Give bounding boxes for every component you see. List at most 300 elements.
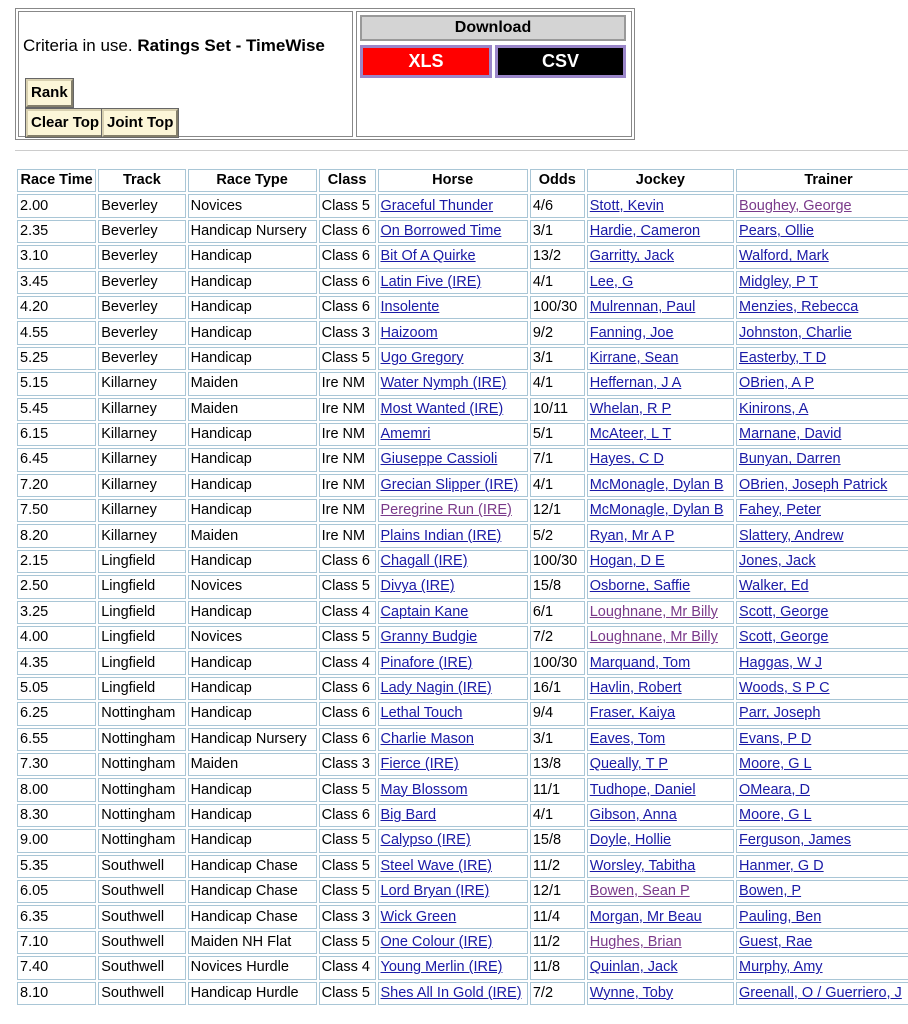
cell-odds: 4/1 [530,271,585,294]
cell-odds: 3/1 [530,220,585,243]
jockey-link[interactable]: Hardie, Cameron [589,222,701,239]
cell-race-type: Handicap [188,474,317,497]
header-trainer[interactable]: Trainer [736,169,908,192]
trainer-link[interactable]: Fahey, Peter [739,502,821,519]
cell-jockey [587,448,734,471]
trainer-link[interactable]: Walker, Ed [739,578,809,595]
cell-track: Killarney [98,474,185,497]
cell-horse [378,753,528,776]
cell-odds: 100/30 [530,296,585,319]
cell-track: Beverley [98,220,185,243]
horse-link[interactable]: One Colour (IRE) [380,933,493,950]
horse-link[interactable]: Lethal Touch [380,705,463,722]
cell-race-type: Handicap [188,448,317,471]
jockey-link[interactable]: Garritty, Jack [589,248,675,265]
trainer-link[interactable]: Johnston, Charlie [739,324,852,341]
cell-class: Ire NM [319,448,376,471]
cell-race-type: Novices Hurdle [188,956,317,979]
cell-jockey [587,575,734,598]
cell-horse [378,702,528,725]
cell-race-type: Handicap [188,347,317,370]
cell-jockey [587,702,734,725]
cell-jockey [587,677,734,700]
trainer-link[interactable]: Pauling, Ben [739,908,822,925]
cell-odds: 11/2 [530,931,585,954]
cell-horse [378,931,528,954]
horse-link[interactable]: Graceful Thunder [380,197,494,214]
jockey-link[interactable]: Quinlan, Jack [589,959,678,976]
table-row [17,804,908,827]
trainer-link[interactable]: Easterby, T D [739,349,827,366]
cell-trainer [736,880,908,903]
header-jockey[interactable]: Jockey [587,169,734,192]
cell-class: Ire NM [319,499,376,522]
cell-track: Beverley [98,296,185,319]
cell-odds: 12/1 [530,880,585,903]
cell-race-type: Handicap Chase [188,905,317,928]
horse-link[interactable]: Most Wanted (IRE) [380,400,504,417]
jockey-link[interactable]: Whelan, R P [589,400,672,417]
cell-class: Class 6 [319,245,376,268]
jockey-link[interactable]: Loughnane, Mr Billy [589,603,718,620]
rank-button[interactable]: Rank [26,79,73,107]
trainer-link[interactable]: OBrien, A P [739,375,814,392]
horse-link[interactable]: Granny Budgie [380,629,478,646]
jockey-link[interactable]: McAteer, L T [589,426,672,443]
table-row [17,778,908,801]
joint-top-button[interactable]: Joint Top [102,109,178,137]
cell-trainer [736,474,908,497]
cell-race-time: 5.45 [17,398,96,421]
cell-race-time: 8.10 [17,982,96,1005]
horse-link[interactable]: Haizoom [380,324,438,341]
cell-jockey [587,321,734,344]
cell-track: Nottingham [98,778,185,801]
cell-trainer [736,931,908,954]
trainer-link[interactable]: OMeara, D [739,781,810,798]
horse-link[interactable]: Young Merlin (IRE) [380,959,503,976]
horse-link[interactable]: Plains Indian (IRE) [380,527,502,544]
jockey-link[interactable]: Bowen, Sean P [589,883,690,900]
trainer-link[interactable]: Ferguson, James [739,832,852,849]
header-track[interactable]: Track [98,169,185,192]
cell-odds: 5/2 [530,524,585,547]
cell-race-time: 7.50 [17,499,96,522]
cell-race-time: 7.40 [17,956,96,979]
table-row [17,524,908,547]
cell-track: Beverley [98,347,185,370]
cell-track: Nottingham [98,804,185,827]
cell-race-time: 4.55 [17,321,96,344]
cell-trainer [736,271,908,294]
cell-odds: 9/4 [530,702,585,725]
cell-horse [378,956,528,979]
cell-track: Killarney [98,398,185,421]
cell-race-type: Handicap [188,499,317,522]
cell-jockey [587,245,734,268]
jockey-link[interactable]: Heffernan, J A [589,375,682,392]
cell-trainer [736,220,908,243]
cell-horse [378,626,528,649]
cell-horse [378,448,528,471]
jockey-link[interactable]: Hughes, Brian [589,933,682,950]
cell-jockey [587,474,734,497]
cell-trainer [736,347,908,370]
trainer-link[interactable]: Pears, Ollie [739,222,814,239]
cell-race-type: Handicap [188,271,317,294]
cell-jockey [587,880,734,903]
criteria-prefix: Criteria in use. [23,36,133,55]
cell-trainer [736,855,908,878]
jockey-link[interactable]: Queally, T P [589,756,668,773]
cell-race-time: 8.20 [17,524,96,547]
cell-track: Lingfield [98,601,185,624]
jockey-link[interactable]: Lee, G [589,273,634,290]
trainer-link[interactable]: Woods, S P C [739,680,830,696]
cell-odds: 13/8 [530,753,585,776]
table-row [17,575,908,598]
cell-race-type: Maiden NH Flat [188,931,317,954]
jockey-link[interactable]: Ryan, Mr A P [589,527,675,544]
cell-class: Class 4 [319,651,376,674]
horse-link[interactable]: Lord Bryan (IRE) [380,883,490,900]
cell-odds: 4/1 [530,474,585,497]
trainer-link[interactable]: Murphy, Amy [739,959,823,976]
trainer-link[interactable]: Slattery, Andrew [739,527,844,544]
table-row [17,550,908,573]
horse-link[interactable]: Calypso (IRE) [380,832,471,849]
cell-race-time: 5.15 [17,372,96,395]
jockey-link[interactable]: Worsley, Tabitha [589,857,696,874]
cell-race-time: 6.35 [17,905,96,928]
cell-class: Ire NM [319,423,376,446]
horse-link[interactable]: Wick Green [380,908,457,925]
horse-link[interactable]: Captain Kane [380,603,469,620]
cell-class: Class 3 [319,321,376,344]
trainer-link[interactable]: Haggas, W J [739,654,823,671]
cell-track: Killarney [98,423,185,446]
jockey-link[interactable]: Havlin, Robert [589,680,682,696]
jockey-link[interactable]: Eaves, Tom [589,730,666,747]
cell-class: Class 6 [319,677,376,700]
cell-trainer [736,753,908,776]
cell-jockey [587,778,734,801]
cell-race-type: Handicap [188,550,317,573]
cell-jockey [587,398,734,421]
cell-race-time: 8.30 [17,804,96,827]
cell-odds: 15/8 [530,575,585,598]
cell-horse [378,372,528,395]
jockey-link[interactable]: Wynne, Toby [589,984,674,1001]
horse-link[interactable]: Charlie Mason [380,730,474,747]
cell-race-time: 2.00 [17,194,96,217]
cell-race-type: Handicap Hurdle [188,982,317,1005]
cell-class: Class 6 [319,220,376,243]
cell-class: Class 3 [319,905,376,928]
trainer-link[interactable]: Guest, Rae [739,933,813,950]
cell-class: Class 5 [319,347,376,370]
horse-link[interactable]: Giuseppe Cassioli [380,451,498,468]
cell-race-time: 5.05 [17,677,96,700]
trainer-link[interactable]: Boughey, George [739,197,852,214]
cell-trainer [736,651,908,674]
cell-trainer [736,372,908,395]
trainer-link[interactable]: Marnane, David [739,426,842,443]
cell-horse [378,398,528,421]
header-race-type[interactable]: Race Type [188,169,317,192]
table-row [17,347,908,370]
cell-horse [378,423,528,446]
table-row [17,931,908,954]
jockey-link[interactable]: Fraser, Kaiya [589,705,676,722]
cell-class: Class 6 [319,550,376,573]
cell-odds: 9/2 [530,321,585,344]
horse-link[interactable]: Grecian Slipper (IRE) [380,476,519,493]
trainer-link[interactable]: Walford, Mark [739,248,829,265]
cell-track: Lingfield [98,550,185,573]
horse-link[interactable]: Amemri [380,426,431,443]
cell-race-type: Handicap [188,677,317,700]
cell-class: Class 5 [319,982,376,1005]
cell-trainer [736,956,908,979]
cell-race-time: 2.50 [17,575,96,598]
cell-trainer [736,499,908,522]
jockey-link[interactable]: McMonagle, Dylan B [589,476,724,493]
jockey-link[interactable]: Stott, Kevin [589,197,664,214]
cell-race-time: 6.15 [17,423,96,446]
xls-download-button[interactable]: XLS [360,45,492,78]
cell-trainer [736,702,908,725]
trainer-link[interactable]: Parr, Joseph [739,705,821,722]
cell-odds: 4/6 [530,194,585,217]
cell-trainer [736,601,908,624]
cell-horse [378,829,528,852]
cell-horse [378,220,528,243]
table-row [17,296,908,319]
cell-odds: 100/30 [530,651,585,674]
table-row [17,855,908,878]
trainer-link[interactable]: Moore, G L [739,806,812,823]
jockey-link[interactable]: Mulrennan, Paul [589,299,696,316]
cell-horse [378,855,528,878]
cell-race-type: Novices [188,194,317,217]
cell-race-type: Maiden [188,753,317,776]
jockey-link[interactable]: Fanning, Joe [589,324,674,341]
horse-link[interactable]: Lady Nagin (IRE) [380,680,492,696]
table-row [17,398,908,421]
cell-track: Killarney [98,448,185,471]
cell-odds: 6/1 [530,601,585,624]
cell-horse [378,271,528,294]
cell-trainer [736,829,908,852]
results-table-wrap [15,167,908,1010]
horse-link[interactable]: Big Bard [380,806,437,823]
trainer-link[interactable]: Hanmer, G D [739,857,824,874]
cell-odds: 7/2 [530,626,585,649]
horse-link[interactable]: May Blossom [380,781,468,798]
cell-odds: 100/30 [530,550,585,573]
table-row [17,474,908,497]
cell-jockey [587,804,734,827]
horse-link[interactable]: Bit Of A Quirke [380,248,476,265]
criteria-text [23,36,325,56]
jockey-link[interactable]: Kirrane, Sean [589,349,679,366]
table-row [17,271,908,294]
header-race-time[interactable]: Race Time [17,169,96,192]
trainer-link[interactable]: Midgley, P T [739,273,819,290]
header-horse[interactable]: Horse [378,169,528,192]
cell-horse [378,194,528,217]
cell-track: Southwell [98,905,185,928]
cell-class: Class 3 [319,753,376,776]
table-row [17,880,908,903]
clear-top-button[interactable]: Clear Top [26,109,104,137]
jockey-link[interactable]: Loughnane, Mr Billy [589,629,718,646]
cell-race-type: Handicap [188,702,317,725]
trainer-link[interactable]: Scott, George [739,603,829,620]
cell-track: Southwell [98,982,185,1005]
cell-track: Lingfield [98,575,185,598]
cell-horse [378,575,528,598]
cell-horse [378,347,528,370]
jockey-link[interactable]: McMonagle, Dylan B [589,502,724,519]
cell-track: Beverley [98,194,185,217]
cell-trainer [736,245,908,268]
cell-horse [378,245,528,268]
table-row [17,626,908,649]
horse-link[interactable]: Pinafore (IRE) [380,654,473,671]
cell-race-time: 3.10 [17,245,96,268]
table-row [17,982,908,1005]
jockey-link[interactable]: Doyle, Hollie [589,832,672,849]
horse-link[interactable]: Fierce (IRE) [380,756,459,773]
cell-class: Class 6 [319,296,376,319]
cell-trainer [736,296,908,319]
horse-link[interactable]: Shes All In Gold (IRE) [380,984,522,1001]
table-row [17,601,908,624]
header-odds[interactable]: Odds [530,169,585,192]
cell-jockey [587,728,734,751]
cell-jockey [587,194,734,217]
cell-track: Lingfield [98,651,185,674]
header-class[interactable]: Class [319,169,376,192]
table-row [17,372,908,395]
cell-trainer [736,778,908,801]
cell-race-type: Maiden [188,372,317,395]
cell-odds: 11/2 [530,855,585,878]
cell-trainer [736,575,908,598]
trainer-link[interactable]: Jones, Jack [739,553,816,570]
horse-link[interactable]: Peregrine Run (IRE) [380,502,512,519]
cell-odds: 4/1 [530,804,585,827]
table-row [17,829,908,852]
cell-jockey [587,753,734,776]
cell-horse [378,474,528,497]
jockey-link[interactable]: Marquand, Tom [589,654,691,671]
cell-race-type: Handicap Chase [188,880,317,903]
cell-track: Southwell [98,855,185,878]
jockey-link[interactable]: Morgan, Mr Beau [589,908,702,925]
trainer-link[interactable]: Menzies, Rebecca [739,299,859,316]
trainer-link[interactable]: Evans, P D [739,730,812,747]
cell-race-time: 6.55 [17,728,96,751]
cell-jockey [587,220,734,243]
cell-odds: 5/1 [530,423,585,446]
cell-race-type: Maiden [188,398,317,421]
cell-jockey [587,524,734,547]
cell-horse [378,880,528,903]
horse-link[interactable]: Chagall (IRE) [380,553,468,570]
horse-link[interactable]: Steel Wave (IRE) [380,857,492,874]
trainer-link[interactable]: OBrien, Joseph Patrick [739,476,888,493]
horse-link[interactable]: Insolente [380,299,440,316]
jockey-link[interactable]: Hayes, C D [589,451,664,468]
jockey-link[interactable]: Gibson, Anna [589,806,677,823]
cell-trainer [736,448,908,471]
cell-odds: 12/1 [530,499,585,522]
horse-link[interactable]: Ugo Gregory [380,349,464,366]
cell-horse [378,296,528,319]
cell-race-time: 6.25 [17,702,96,725]
cell-odds: 4/1 [530,372,585,395]
horse-link[interactable]: Water Nymph (IRE) [380,375,507,392]
cell-jockey [587,601,734,624]
cell-trainer [736,398,908,421]
cell-jockey [587,626,734,649]
cell-class: Class 5 [319,778,376,801]
cell-race-time: 7.20 [17,474,96,497]
trainer-link[interactable]: Moore, G L [739,756,812,773]
cell-horse [378,778,528,801]
jockey-link[interactable]: Osborne, Saffie [589,578,691,595]
cell-race-type: Handicap [188,423,317,446]
cell-trainer [736,728,908,751]
trainer-link[interactable]: Bunyan, Darren [739,451,841,468]
cell-trainer [736,524,908,547]
cell-track: Lingfield [98,626,185,649]
cell-trainer [736,194,908,217]
cell-jockey [587,855,734,878]
jockey-link[interactable]: Tudhope, Daniel [589,781,696,798]
cell-horse [378,499,528,522]
jockey-link[interactable]: Hogan, D E [589,553,665,570]
cell-track: Beverley [98,245,185,268]
cell-race-time: 9.00 [17,829,96,852]
cell-track: Killarney [98,524,185,547]
cell-track: Nottingham [98,702,185,725]
trainer-link[interactable]: Greenall, O / Guerriero, J [739,984,902,1001]
cell-track: Killarney [98,372,185,395]
csv-download-button[interactable]: CSV [495,45,626,78]
trainer-link[interactable]: Scott, George [739,629,829,646]
cell-race-time: 6.45 [17,448,96,471]
cell-trainer [736,905,908,928]
cell-race-time: 6.05 [17,880,96,903]
horse-link[interactable]: Latin Five (IRE) [380,273,482,290]
cell-odds: 3/1 [530,728,585,751]
cell-class: Class 5 [319,829,376,852]
cell-track: Nottingham [98,728,185,751]
cell-jockey [587,651,734,674]
horse-link[interactable]: On Borrowed Time [380,222,502,239]
trainer-link[interactable]: Bowen, P [739,883,802,900]
horse-link[interactable]: Divya (IRE) [380,578,455,595]
trainer-link[interactable]: Kinirons, A [739,400,809,417]
cell-trainer [736,804,908,827]
cell-jockey [587,905,734,928]
download-cell [356,11,632,137]
cell-race-type: Handicap [188,296,317,319]
